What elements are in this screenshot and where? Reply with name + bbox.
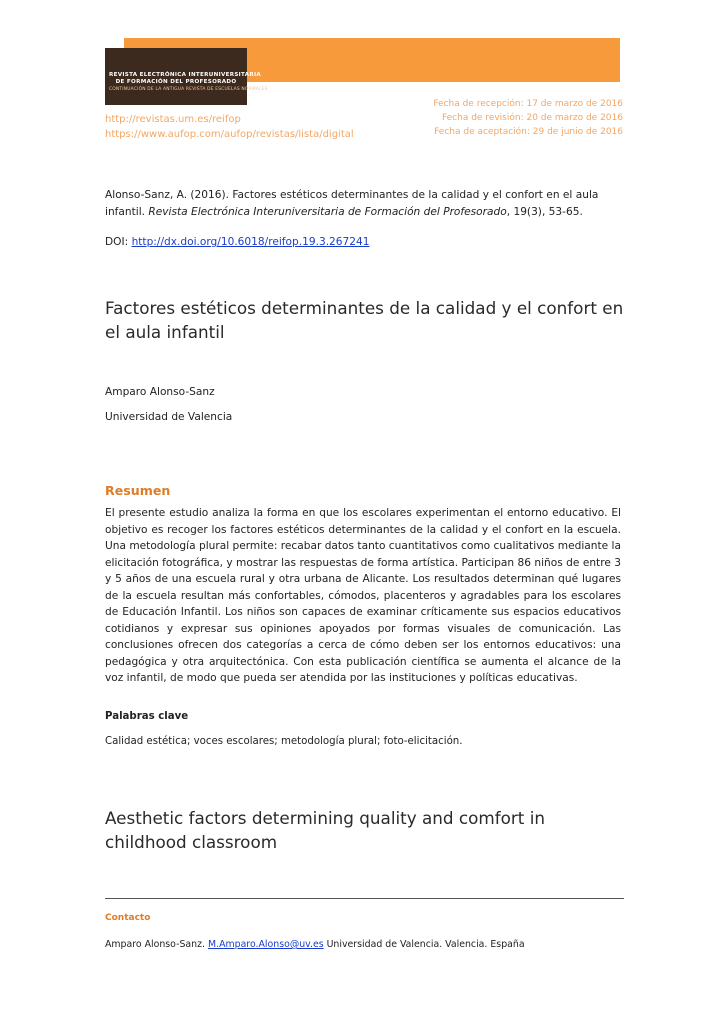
citation-volume: , 19(3), 53-65. <box>506 206 583 218</box>
logo-line-1: REVISTA ELECTRÓNICA INTERUNIVERSITARIA <box>109 72 261 78</box>
citation-title: Factores estéticos determinantes de la calidad y el confort en el aula infantil. <box>105 189 599 218</box>
journal-logo <box>105 48 268 105</box>
logo-line-2: DE FORMACIÓN DEL PROFESORADO <box>115 79 237 85</box>
journal-link-aufop[interactable]: https://www.aufop.com/aufop/revistas/lista/digital <box>105 129 354 140</box>
article-title-es: Factores estéticos determinantes de la calidad y el confort en el aula infantil <box>105 298 624 342</box>
contact-heading: Contacto <box>105 913 151 923</box>
article-title-en: Aesthetic factors determining quality and comfort in childhood classroom <box>105 808 546 852</box>
author-name: Amparo Alonso-Sanz <box>105 386 215 398</box>
citation-authors: Alonso-Sanz, A. (2016). <box>105 189 233 201</box>
keywords: Calidad estética; voces escolares; metodología plural; foto-elicitación. <box>105 736 463 747</box>
date-revised: Fecha de revisión: 20 de marzo de 2016 <box>441 113 623 123</box>
doi-label: DOI: <box>105 236 132 248</box>
doi-link[interactable]: http://dx.doi.org/10.6018/reifop.19.3.267241 <box>131 236 370 248</box>
contact-place: Universidad de Valencia. Valencia. España <box>323 939 525 950</box>
footer-divider <box>105 898 624 899</box>
journal-links <box>105 112 354 142</box>
citation-journal: Revista Electrónica Interuniversitaria de Formación del Profesorado <box>148 206 507 218</box>
journal-link-reifop[interactable]: http://revistas.um.es/reifop <box>105 114 241 125</box>
logo-line-3: CONTINUACIÓN DE LA ANTIGUA REVISTA DE ESCUELAS NORMALES <box>109 87 268 92</box>
citation <box>105 187 621 221</box>
submission-dates <box>433 97 623 139</box>
date-accepted: Fecha de aceptación: 29 de junio de 2016 <box>434 127 623 137</box>
author-affiliation: Universidad de Valencia <box>105 411 233 423</box>
resumen-text: El presente estudio analiza la forma en que los escolares experimentan el entorno educativo. El objetivo es recoger los factores estéticos determinantes de la calidad y el confort en la escuela. Una metodología plural permite: recabar datos tanto cuantitativos como cualitativos mediante la elicitación fotográfica, y mostrar las respuestas de forma artística. Participan 86 niños de entre 3 y 5 años de una escuela rural y otra urbana de Alicante. Los resultados determinan qué lugares de la escuela resultan más confortables, cómodos, placenteros y agradables para los escolares de Educación Infantil. Los niños son capaces de examinar críticamente sus espacios educativos cotidianos y expresar sus opiniones apoyados por formas visuales de comunicación. Las conclusiones ofrecen dos categorías a cerca de cómo deben ser los entornos educativos: una pedagógica y otra arquitectónica. Con esta publicación científica se aumenta el alcance de la voz infantil, de modo que pueda ser atendida por las instituciones y políticas educativas. <box>105 507 621 684</box>
doi-line <box>105 236 370 248</box>
keywords-heading: Palabras clave <box>105 711 189 722</box>
contact-email-link[interactable]: M.Amparo.Alonso@uv.es <box>208 939 324 950</box>
resumen-heading: Resumen <box>105 483 171 498</box>
date-received: Fecha de recepción: 17 de marzo de 2016 <box>433 99 623 109</box>
contact-line <box>105 939 525 950</box>
contact-name: Amparo Alonso-Sanz. <box>105 939 208 950</box>
